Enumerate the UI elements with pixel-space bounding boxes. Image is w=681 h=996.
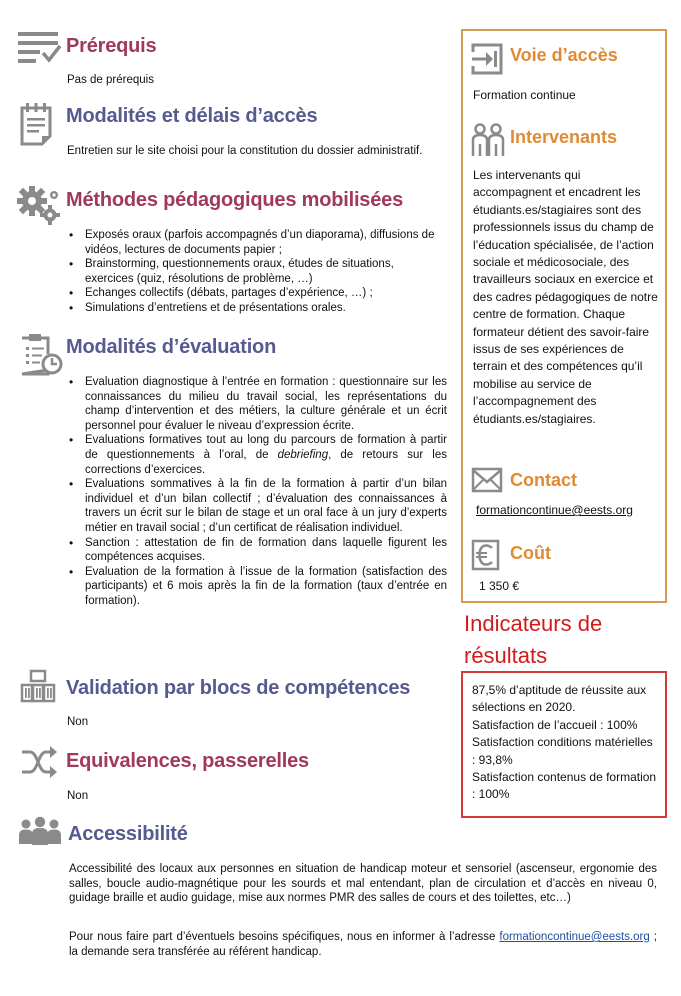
- list-item-text: Evaluations formatives tout au long du parcours de formation à partir de questionnements à l’oral, de: [85, 434, 447, 461]
- equivalences-title: Equivalences, passerelles: [66, 750, 309, 772]
- list-item: • Evaluation diagnostique à l’entrée en formation : questionnaire sur les connaissances du milieu du travail social, les représentations du champ d’intervention et des métiers, la culture générale et un écrit personnel pour évaluer le niveau d’expression écrite.: [67, 375, 447, 433]
- clipboard-clock-icon: [19, 332, 59, 372]
- envelope-icon: [471, 467, 501, 499]
- cout-value: 1 350 €: [479, 579, 520, 593]
- checklist-icon: [18, 30, 58, 70]
- list-item-emphasis: debriefing: [277, 448, 329, 461]
- list-item: • Simulations d’entretiens et de présentations orales.: [67, 301, 439, 316]
- indicateur-line: Satisfaction contenus de formation : 100%: [472, 770, 657, 802]
- contact-title: Contact: [510, 470, 577, 490]
- euro-icon: [471, 539, 501, 571]
- indicateurs-title: Indicateurs de résultats: [464, 611, 603, 668]
- list-item: • Exposés oraux (parfois accompagnés d’un diaporama), diffusions de vidéos, lectures de documents papier ;: [67, 228, 439, 257]
- list-item-text: , de retours sur les corrections d’exercices.: [85, 448, 447, 476]
- voie-text: Formation continue: [473, 88, 576, 102]
- accessibilite-contact-text: Pour nous faire part d’éventuels besoins spécifiques, nous en informer à l’adresse: [69, 931, 496, 943]
- accessibilite-contact-text-end: ; la demande sera transférée au référent handicap.: [69, 931, 657, 958]
- trainers-icon: [471, 122, 501, 154]
- accessibilite-text: Accessibilité des locaux aux personnes en situation de handicap moteur et sensoriel (ascenseur, ergonomie des salles, boucle audio-magnétique pour les sourds et mal entendant, plan de circulation et d’accès en niveau 0, guidage braille et audio guidage, mise aux normes PMR des salles de cours et des toilettes, etc…): [69, 863, 657, 905]
- info-panel: [461, 29, 667, 603]
- contact-email-link[interactable]: formationcontinue@eests.org: [476, 503, 633, 517]
- voie-title: Voie d’accès: [510, 45, 618, 65]
- accessibilite-email-link[interactable]: formationcontinue@eests.org: [499, 931, 650, 943]
- blocks-icon: [20, 669, 60, 709]
- equivalences-text: Non: [67, 790, 89, 802]
- prerequis-text: Pas de prérequis: [67, 74, 154, 86]
- indicateurs-box: [461, 671, 667, 818]
- modalites-acces-title: Modalités et délais d’accès: [66, 105, 318, 127]
- indicateur-line: Satisfaction de l’accueil : 100%: [472, 717, 638, 732]
- list-item: • Sanction : attestation de fin de formation dans laquelle figurent les compétences acquises.: [67, 536, 447, 565]
- list-item: • Evaluation de la formation à l’issue de la formation (satisfaction des participants) et 6 mois après la fin de la formation (taux d’entrée en formation).: [67, 565, 447, 609]
- list-item: • Brainstorming, questionnements oraux, études de situations, exercices (quiz, résolutions de problème, …): [67, 257, 439, 286]
- cout-title: Coût: [510, 543, 551, 563]
- accessibilite-title: Accessibilité: [68, 823, 188, 845]
- notepad-icon: [20, 102, 60, 142]
- validation-title: Validation par blocs de compétences: [66, 677, 411, 699]
- methodes-list: [67, 228, 439, 316]
- indicateur-line: Satisfaction conditions matérielles : 93,8%: [472, 735, 653, 767]
- evaluation-list: [67, 375, 447, 609]
- prerequis-title: Prérequis: [66, 35, 157, 57]
- people-group-icon: [18, 816, 58, 856]
- accessibilite-contact: [69, 930, 657, 959]
- sign-in-icon: [471, 43, 501, 75]
- validation-text: Non: [67, 716, 89, 728]
- methodes-title: Méthodes pédagogiques mobilisées: [66, 189, 403, 211]
- list-item: • Echanges collectifs (débats, partages d’expérience, …) ;: [67, 286, 439, 301]
- intervenants-title: Intervenants: [510, 127, 618, 147]
- indicateur-line: 87,5% d’aptitude de réussite aux sélections en 2020.: [472, 683, 647, 715]
- modalites-acces-text: Entretien sur le site choisi pour la constitution du dossier administratif.: [67, 145, 423, 157]
- list-item: • Evaluations sommatives à la fin de la formation à partir d’un bilan individuel et d’un bilan collectif ; d’évaluation des connaissances à travers un écrit sur le bilan de stage et un oral face à un jury d’experts métier en travail social ; d’un certificat de réalisation individuel.: [67, 477, 447, 535]
- intervenants-text: Les intervenants qui accompagnent et encadrent les étudiants.es/stagiaires sont des professionnels issus du champ de l’éducation spécialisée, de l’action sociale et médicosociale, des travailleurs sociaux en exercice et des cadres pédagogiques de notre centre de formation. Chaque formateur détient des savoir-faire issus de ses expériences de terrain et des compétences qu’il mobilise au service de l’accompagnement des étudiants.es/stagiaires.: [473, 168, 658, 426]
- list-item: [67, 433, 447, 477]
- evaluation-title: Modalités d’évaluation: [66, 336, 277, 358]
- shuffle-icon: [20, 745, 60, 785]
- gears-icon: [16, 183, 56, 223]
